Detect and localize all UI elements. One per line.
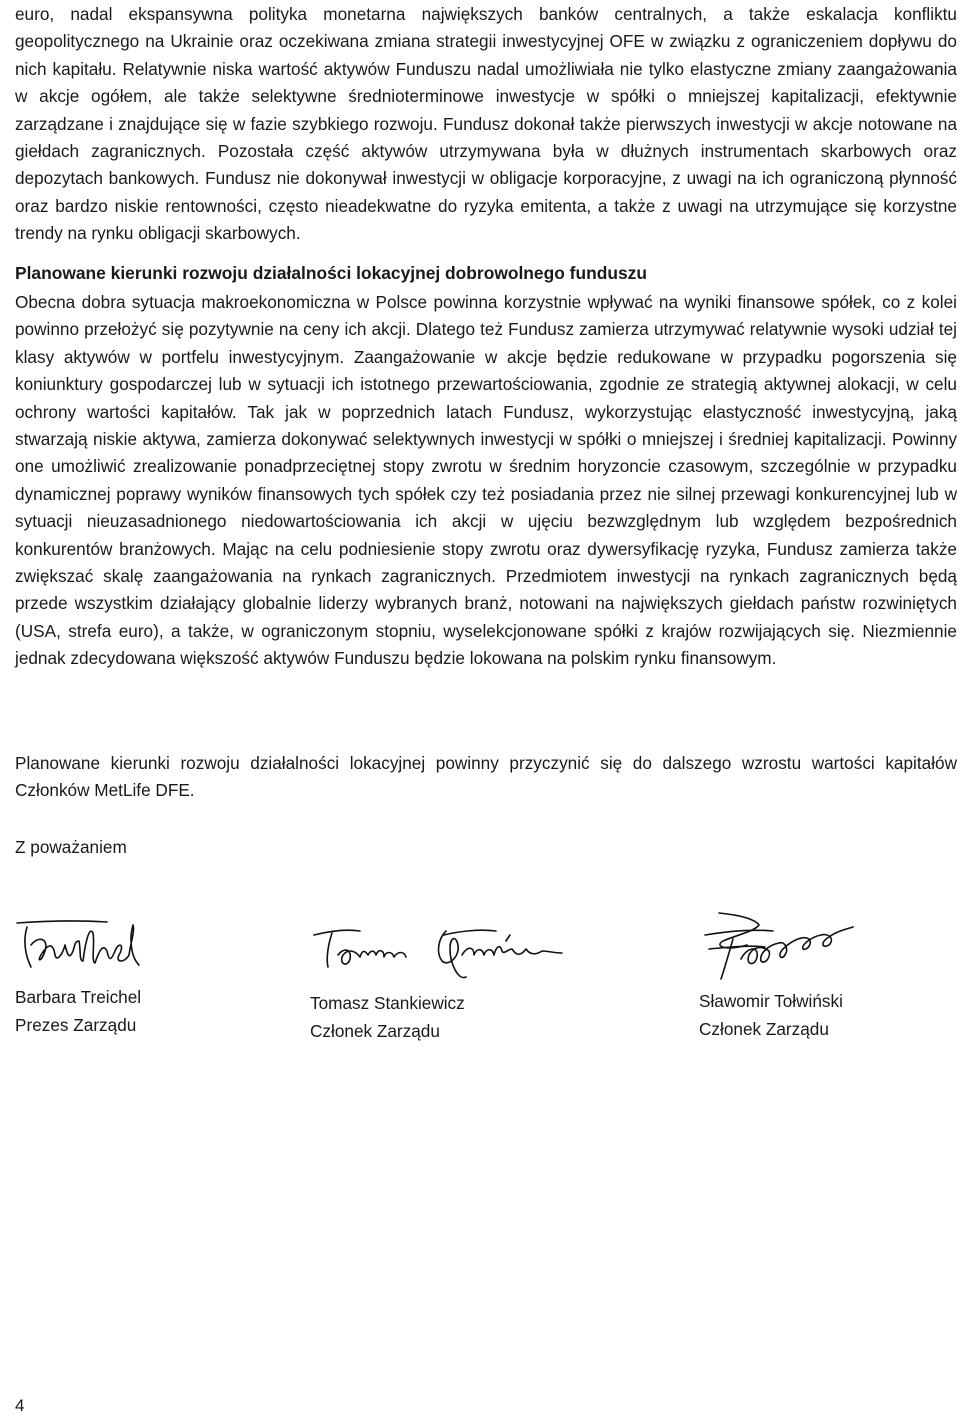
paragraph-conclusion: Planowane kierunki rozwoju działalności lokacyjnej powinny przyczynić się do dalszego wzrostu wartości kapitałów Członków MetLife DFE. <box>15 753 957 801</box>
signature-block-2 <box>310 905 580 1041</box>
signatory-1-role: Prezes Zarządu <box>15 1015 137 1035</box>
paragraph-planned-directions: Obecna dobra sytuacja makroekonomiczna w Polsce powinna korzystnie wpływać na wyniki finansowe spółek, co z kolei powinno przełożyć się pozytywnie na ceny ich akcji. Dlatego też Fundusz zamierza utrzymywać relatywnie wysoki udział tej klasy aktywów w portfelu inwestycyjnym. Zaangażowanie w akcje będzie redukowane w przypadku pogorszenia się koniunktury gospodarczej lub w sytuacji ich istotnego przewartościowania, zgodnie ze strategią aktywnej alokacji, w celu ochrony wartości kapitałów. Tak jak w poprzednich latach Fundusz, wykorzystując elastyczność inwestycyjną, jaką stwarzają niskie aktywa, zamierza dokonywać selektywnych inwestycji w spółki o mniejszej i średniej kapitalizacji. Powinny one umożliwić zrealizowanie ponadprzeciętnej stopy zwrotu w średnim horyzoncie czasowym, szczególnie w przypadku dynamicznej poprawy wyników finansowych tych spółek czy też posiadania przez nie silnej przewagi konkurencyjnej lub w sytuacji nieuzasadnionego niedowartościowania ich akcji w ujęciu bezwzględnym lub względem bezpośrednich konkurentów branżowych. Mając na celu podniesienie stopy zwrotu oraz dywersyfikację ryzyka, Fundusz zamierza także zwiększać skalę zaangażowania na rynkach zagranicznych. Przedmiotem inwestycji na rynkach zagranicznych będą przede wszystkim działający globalnie liderzy wybranych branż, notowani na największych giełdach państw rozwiniętych (USA, strefa euro), a także, w ograniczonym stopniu, wyselekcjonowane spółki z krajów rozwijających się. Niezmiennie jednak zdecydowana większość aktywów Funduszu będzie lokowana na polskim rynku finansowym. <box>15 292 957 669</box>
handwritten-signature-3 <box>699 905 859 985</box>
closing-salutation: Z poważaniem <box>15 837 127 857</box>
page-number: 4 <box>15 1396 25 1415</box>
section-heading: Planowane kierunki rozwoju działalności lokacyjnej dobrowolnego funduszu <box>15 263 647 283</box>
signatory-1-name: Barbara Treichel <box>15 987 142 1007</box>
signature-block-3 <box>699 905 859 1039</box>
paragraph-intro: euro, nadal ekspansywna polityka monetarna największych banków centralnych, a także eskalacja konfliktu geopolitycznego na Ukrainie oraz oczekiwana zmiana strategii inwestycyjnej OFE w związku z ograniczeniem dopływu do nich kapitału. Relatywnie niska wartość aktywów Funduszu nadal umożliwiała nie tylko elastyczne zmiany zaangażowania w akcje ogółem, ale także selektywne średnioterminowe inwestycje w spółki o mniejszej kapitalizacji, efektywnie zarządzane i znajdujące się w fazie szybkiego rozwoju. Fundusz dokonał także pierwszych inwestycji w akcje notowane na giełdach zagranicznych. Pozostała część aktywów utrzymywana była w dłużnych instrumentach skarbowych oraz depozytach bankowych. Fundusz nie dokonywał inwestycji w obligacje korporacyjne, z uwagi na ich ograniczoną płynność oraz bardzo niskie rentowności, często nieadekwatne do ryzyka emitenta, a także z uwagi na utrzymujące się korzystne trendy na rynku obligacji skarbowych. <box>15 4 957 244</box>
signatory-3-name: Sławomir Tołwiński <box>699 991 843 1011</box>
signatory-2-role: Członek Zarządu <box>310 1021 440 1041</box>
signatory-2-name: Tomasz Stankiewicz <box>310 993 465 1013</box>
signature-block-1 <box>15 905 155 1035</box>
handwritten-signature-2 <box>310 905 580 983</box>
signatory-3-role: Członek Zarządu <box>699 1019 829 1039</box>
handwritten-signature-1 <box>15 905 155 977</box>
